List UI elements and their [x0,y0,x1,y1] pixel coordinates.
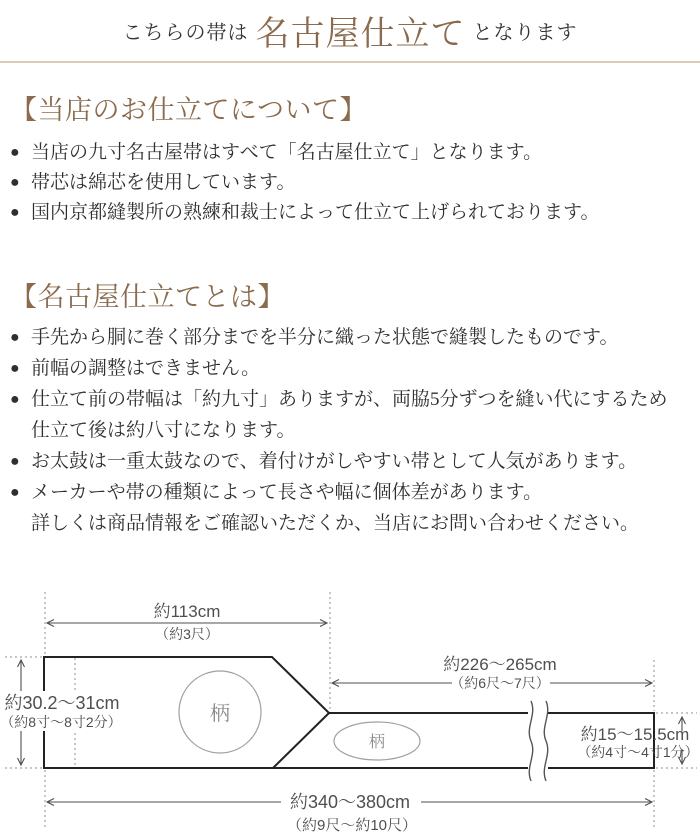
tesaki-cm-label: 約113cm [153,602,221,621]
bullet-icon: ● [10,144,20,161]
section2-heading: 【名古屋仕立てとは】 [10,282,285,312]
list-item [10,168,599,198]
list-item [10,138,599,168]
page-header [0,0,700,63]
list-item [10,446,668,477]
wide-width-sun-label: （約8寸〜8寸2分） [0,714,122,730]
obi-dimension-diagram [0,580,700,840]
dimension-total [47,792,652,834]
list-item [10,353,668,384]
list-item-text: 当店の九寸名古屋帯はすべて「名古屋仕立て」となります。 [31,142,543,163]
total-shaku-label: （約9尺〜約10尺） [286,817,418,834]
bullet-icon: ● [10,204,20,221]
list-item-text: お太鼓は一重太鼓なので、着付けがしやすい帯として人気があります。 [31,451,638,472]
list-item-text: 前幅の調整はできません。 [31,358,261,379]
list-item-text: 国内京都縫製所の熟練和裁士によって仕立て上げられております。 [31,202,600,223]
narrow-cm-label: 約15〜15.5cm [580,725,690,744]
list-item-text: 仕立て後は約八寸になります。 [31,420,296,441]
bullet-icon: ● [10,329,20,346]
dimension-tesaki [47,602,327,642]
pattern-small-label: 柄 [368,734,386,751]
list-item-text: 仕立て前の帯幅は「約九寸」ありますが、両脇5分ずつを縫い代にするため [31,389,668,410]
tare-shaku-label: （約6尺〜7尺） [450,675,550,691]
title-suffix: となります [472,22,578,44]
list-item-continuation [10,508,668,539]
dimension-tare [332,655,652,691]
bullet-spacer [10,508,31,539]
list-item [10,198,599,228]
total-cm-label: 約340〜380cm [289,792,411,812]
wide-width-cm-label: 約30.2〜31cm [4,693,120,713]
bullet-icon: ● [10,484,20,501]
dimension-narrow-width [577,717,698,764]
break-marks [528,701,548,781]
title-prefix: こちらの帯は [122,22,249,44]
obi-outline [44,657,654,768]
pattern-large-label: 柄 [210,703,230,725]
section1-heading: 【当店のお仕立てについて】 [10,95,367,125]
list-item-text: メーカーや帯の種類によって長さや幅に個体差があります。 [31,482,543,503]
list-item-text: 帯芯は綿芯を使用しています。 [31,172,296,193]
narrow-sun-label: （約4寸〜4寸1分） [577,744,699,760]
tesaki-shaku-label: （約3尺） [155,626,219,642]
list-item [10,384,668,415]
bullet-icon: ● [10,453,20,470]
bullet-icon: ● [10,174,20,191]
section2-list [10,322,668,539]
tare-cm-label: 約226〜265cm [443,655,557,674]
bullet-icon: ● [10,391,20,408]
title-highlight: 名古屋仕立て [255,16,466,53]
list-item [10,477,668,508]
list-item-text: 詳しくは商品情報をご確認いただくか、当店にお問い合わせください。 [31,513,640,534]
section1-list [10,138,599,228]
list-item [10,322,668,353]
list-item-continuation [10,415,668,446]
list-item-text: 手先から胴に巻く部分までを半分に織った状態で縫製したものです。 [31,327,619,348]
bullet-icon: ● [10,360,20,377]
bullet-spacer [10,415,31,446]
